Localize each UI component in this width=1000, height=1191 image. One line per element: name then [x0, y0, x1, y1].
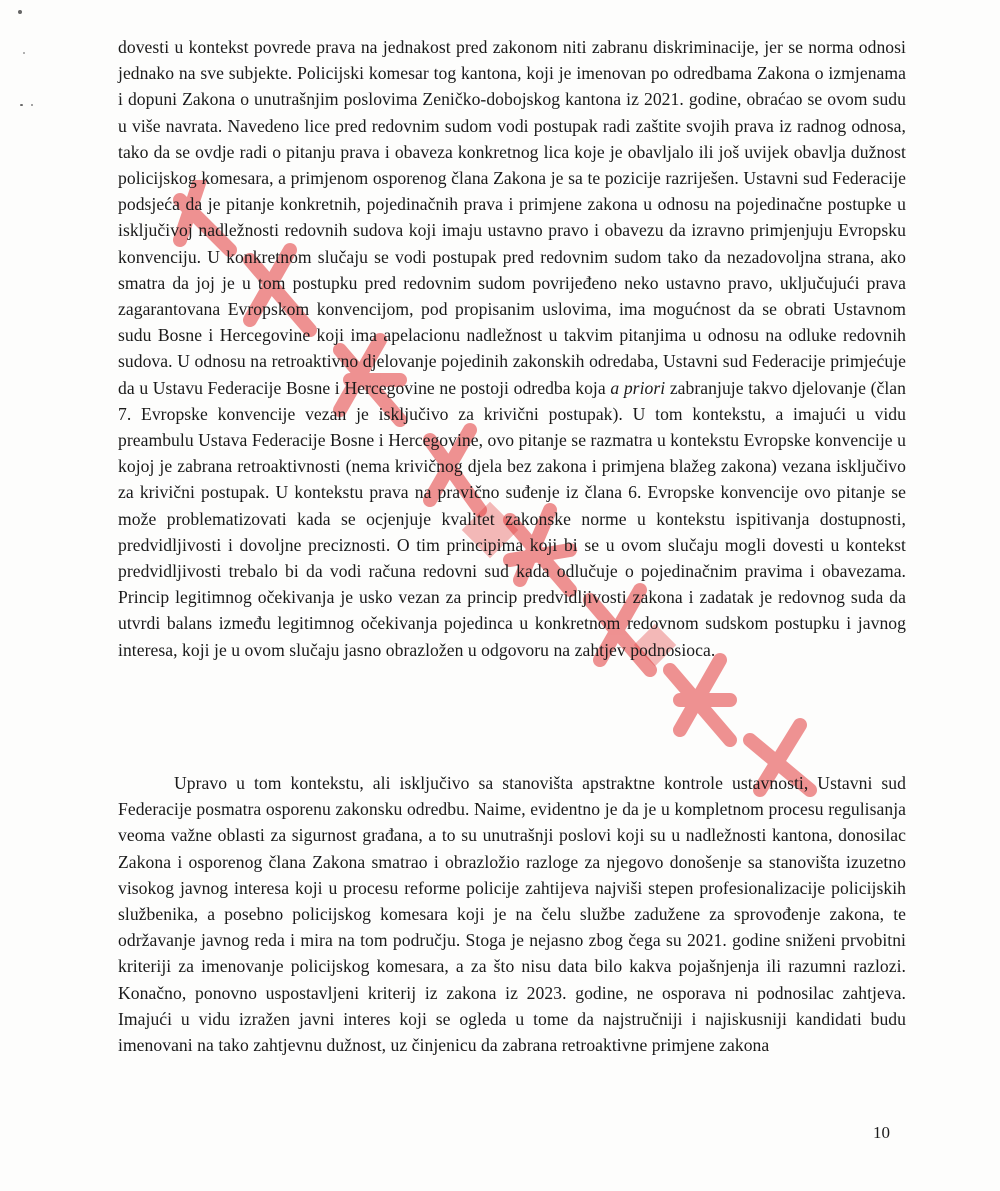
paragraph-1-rest: zabranjuje takvo djelovanje (član 7. Evropske konvencije vezan je isključivo za krivični postupak). U tom kontekstu, a imajući u vidu preambulu Ustava Federacije Bosne i Hercegovine, ovo pitanje se razmatra u kontekstu Evropske konvencije u kojoj je zabrana retroaktivnosti (nema krivičnog djela bez zakona i primjena blažeg zakona) vezana isključivo za krivični postupak. U kontekstu prava na pravično suđenje iz člana 6. Evropske konvencije ovo pitanje se može problematizovati kada se ocjenjuje kvalitet zakonske norme u kontekstu ispitivanja dostupnosti, predvidljivosti i dovoljne preciznosti. O tim principima koji bi se u ovom slučaju mogli dovesti u kontekst predvidljivosti trebalo bi da vodi računa redovni sud kada odlučuje o pojedinačnim pravima i obavezama. Princip legitimnog očekivanja je usko vezan za princip predvidljivosti zakona i zadatak je redovnog suda da utvrdi balans između legitimnog očekivanja pojedinca u konkretnom redovnom sudskom postupku i javnog interesa, koji je u ovom slučaju jasno obrazložen u odgovoru na zahtjev podnosioca.	[118, 377, 906, 660]
paragraph-1-text: dovesti u kontekst povrede prava na jednakost pred zakonom niti zabranu diskriminacije, jer se norma odnosi jednako na sve subjekte. Policijski komesar tog kantona, koji je imenovan po odredbama Zakona o izmjenama i dopuni Zakona o unutrašnjim poslovima Zeničko-dobojskog kantona iz 2021. godine, obraćao se ovom sudu u više navrata. Navedeno lice pred redovnim sudom vodi postupak radi zaštite svojih prava iz radnog odnosa, tako da se ovdje radi o pitanju prava i obaveza konkretnog lica koje je obavljalo ili još uvijek obavlja dužnost policijskog komesara, a primjenom osporenog člana Zakona je sa te pozicije razriješen. Ustavni sud Federacije podsjeća da je pitanje konkretnih, pojedinačnih prava i primjene zakona u odnosu na pojedinačne postupke u isključivoj nadležnosti redovnih sudova koji imaju ustavno pravo i obavezu da izravno primjenjuju Evropsku konvenciju. U konkretnom slučaju se vodi postupak pred redovnim sudom tako da nezadovoljna strana, ako smatra da joj je u tom postupku pred redovnim sudom povrijeđeno neko ustavno pravo, uključujući prava zagarantovana Evropskom konvencijom, pod propisanim uslovima, ima mogućnost da se obrati Ustavnom sudu Bosne i Hercegovine koji ima apelacionu nadležnost u takvim pitanjima u odnosu na odluke redovnih sudova. U odnosu na retroaktivno djelovanje pojedinih zakonskih odredaba, Ustavni sud Federacije primjećuje da u Ustavu Federacije Bosne i Hercegovine ne postoji odredba koja	[118, 37, 906, 398]
paragraph-text	[118, 34, 906, 663]
margin-dot	[31, 104, 33, 106]
paragraph-body	[118, 770, 906, 1058]
page-number: 10	[873, 1123, 890, 1142]
margin-dot	[23, 52, 25, 54]
paragraph-body	[118, 34, 906, 663]
margin-dot	[18, 10, 22, 14]
margin-dot	[20, 104, 23, 106]
paragraph-2-text: Upravo u tom kontekstu, ali isključivo sa stanovišta apstraktne kontrole ustavnosti, Ustavni sud Federacije posmatra osporenu zakonsku odredbu. Naime, evidentno je da je u kompletnom procesu regulisanja veoma važne oblasti za sigurnost građana, a to su unutrašnji poslovi koji su u nadležnosti kantona, donosilac Zakona i osporenog člana Zakona smatrao i obrazložio razloge za njegovo donošenje sa stanovišta izuzetno visokog javnog interesa koji u procesu reforme policije zahtijeva najviši stepen profesionalizacije policijskih službenika, a posebno policijskog komesara koji je na čelu službe zadužene za sprovođenje zakona, te održavanje javnog reda i mira na tom području. Stoga je nejasno zbog čega su 2021. godine sniženi prvobitni kriteriji za imenovanje policijskog komesara, a za što nisu data bilo kakva pojašnjenja ili razumni razlozi. Konačno, ponovno uspostavljeni kriterij iz zakona iz 2023. godine, ne osporava ni podnosilac zahtjeva. Imajući u vidu izražen javni interes koji se ogleda u tome da najstručniji i najiskusniji kandidati budu imenovani na tako zahtjevnu dužnost, uz činjenicu da zabrana retroaktivne primjene zakona	[118, 773, 906, 1056]
italic-term: a priori	[610, 377, 666, 398]
